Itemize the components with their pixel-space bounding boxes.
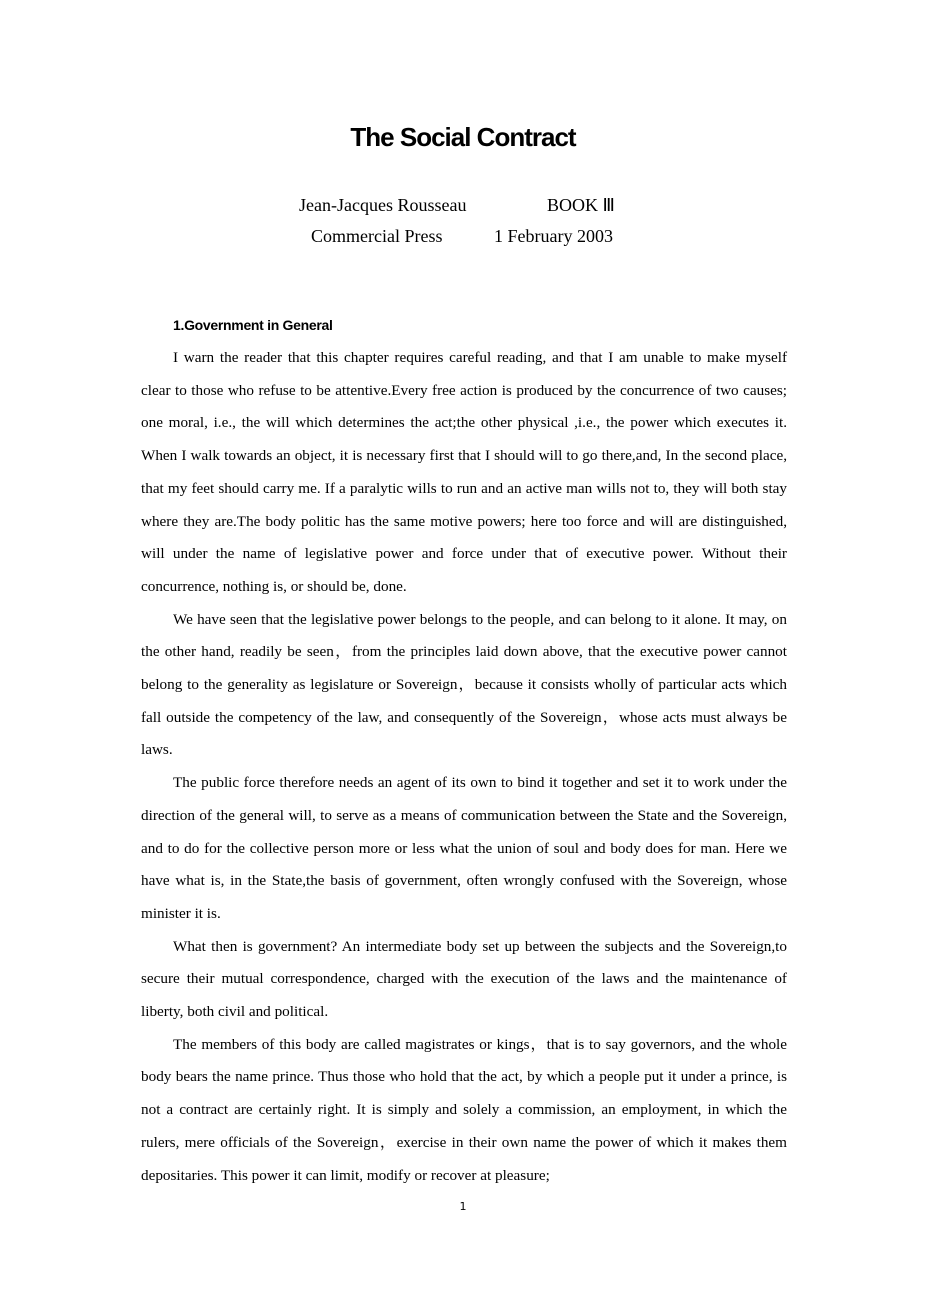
publisher-name: Commercial Press bbox=[311, 226, 443, 246]
paragraph: What then is government? An intermediate body set up between the subjects and the Sovereign,to secure their mutual correspondence, charged with the execution of the laws and the maintenance of liberty, both civil and political. bbox=[141, 937, 787, 1021]
paragraph: The members of this body are called magistrates or kings，that is to say governors, and the whole body bears the name prince. Thus those who hold that the act, by which a people put it under a prince, is not a contract are certainly right. It is simply and solely a commission, an employment, in which the rulers, mere officials of the Sovereign，exercise in their own name the power of which it makes them depositaries. This power it can limit, modify or recover at pleasure; bbox=[141, 1035, 787, 1184]
document-title: The Social Contract bbox=[350, 122, 576, 152]
paragraph: We have seen that the legislative power belongs to the people, and can belong to it alone. It may, on the other hand, readily be seen，from the principles laid down above, that the executive power cannot belong to the generality as legislature or Sovereign，because it consists wholly of particular acts which fall outside the competency of the law, and consequently of the Sovereign，whose acts must always be laws. bbox=[141, 610, 787, 759]
section-heading: 1.Government in General bbox=[173, 317, 333, 333]
book-number: BOOK Ⅲ bbox=[547, 195, 615, 215]
section-body bbox=[141, 342, 787, 1192]
paragraph: I warn the reader that this chapter requires careful reading, and that I am unable to make myself clear to those who refuse to be attentive.Every free action is produced by the concurrence of two causes; one moral, i.e., the will which determines the act;the other physical ,i.e., the power which executes it. When I walk towards an object, it is necessary first that I should will to go there,and, In the second place, that my feet should carry me. If a paralytic wills to run and an active man wills not to, they will both stay where they are.The body politic has the same motive powers; here too force and will are distinguished, will under the name of legislative power and force under that of executive power. Without their concurrence, nothing is, or should be, done. bbox=[141, 349, 787, 595]
author-name: Jean-Jacques Rousseau bbox=[299, 195, 467, 215]
page-number: 1 bbox=[459, 1200, 467, 1213]
publication-date: 1 February 2003 bbox=[494, 226, 613, 246]
paragraph: The public force therefore needs an agent of its own to bind it together and set it to work under the direction of the general will, to serve as a means of communication between the State and the Sovereign, and to do for the collective person more or less what the union of soul and body does for man. Here we have what is, in the State,the basis of government, often wrongly confused with the Sovereign, whose minister it is. bbox=[141, 774, 787, 922]
